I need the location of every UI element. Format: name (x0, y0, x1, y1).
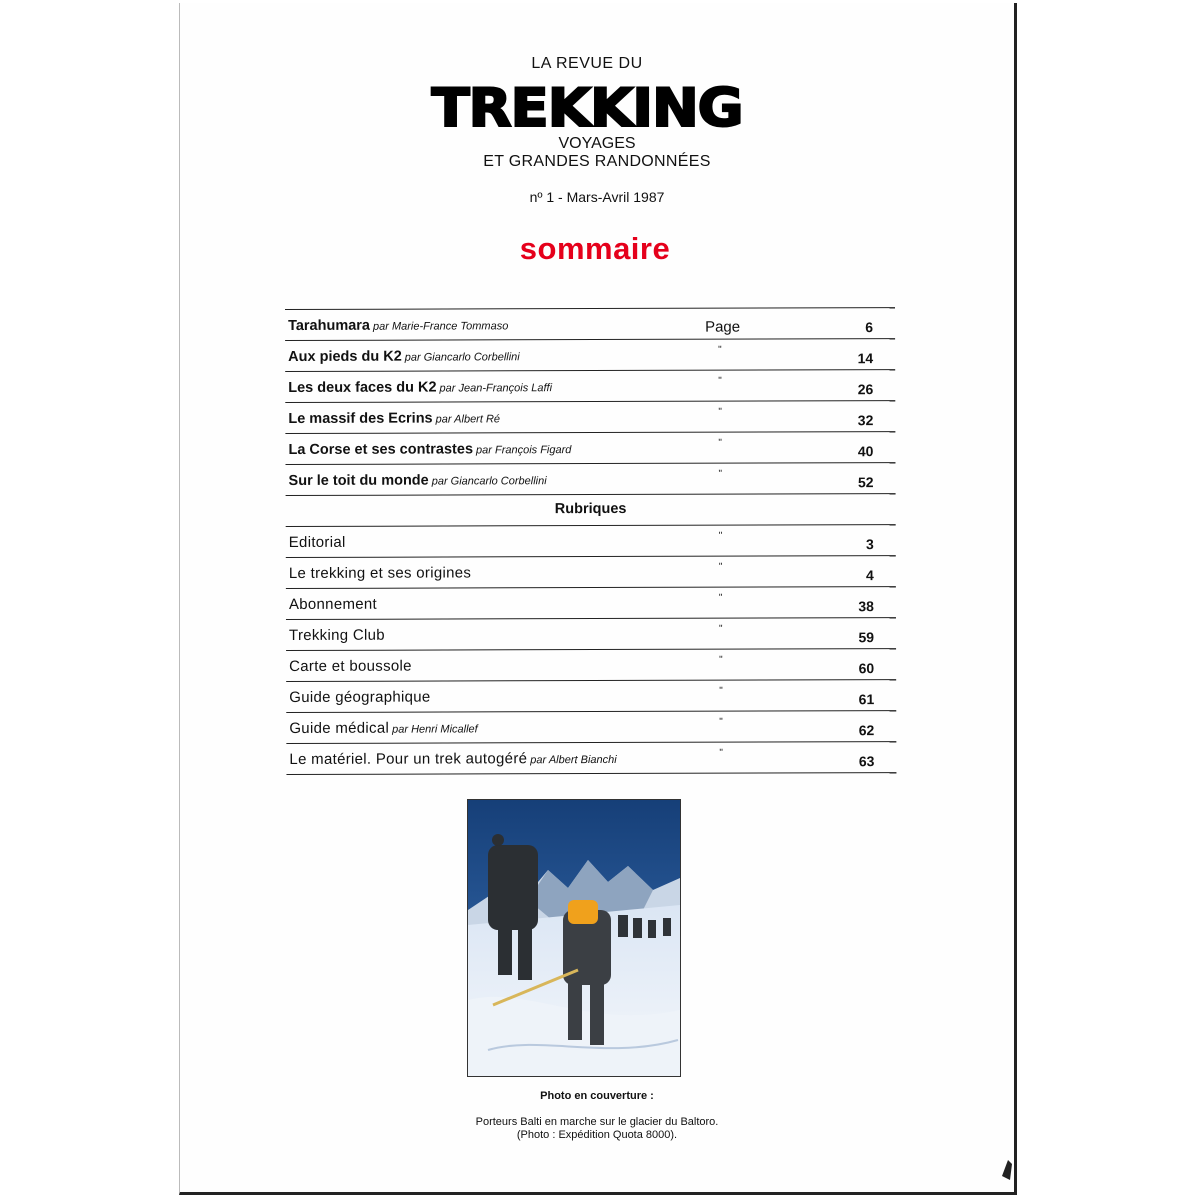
page-number: 40 (857, 443, 874, 460)
rubrique-title: Editorial (288, 533, 346, 551)
toc-row-article[interactable] (285, 462, 895, 495)
ditto-mark: " (718, 406, 722, 418)
ditto-mark: " (718, 561, 723, 573)
page-number: 59 (858, 629, 875, 646)
article-title: Sur le toit du monde (288, 472, 429, 489)
article-author: par François Figard (475, 444, 572, 457)
table-of-contents (285, 307, 896, 775)
rubriques-heading: Rubriques (554, 500, 627, 518)
ditto-mark: " (718, 437, 723, 449)
page-corner-mark (1002, 1160, 1012, 1180)
section-title: sommaire (519, 231, 671, 266)
cover-photo (467, 799, 681, 1077)
page-number: 62 (858, 722, 875, 739)
ditto-mark: " (718, 468, 723, 480)
issue-info: nº 1 - Mars-Avril 1987 (529, 189, 665, 205)
header-subtitle-2: ET GRANDES RANDONNÉES (483, 153, 711, 170)
caption-line-1: Porteurs Balti en marche sur le glacier du Baltoro. (475, 1116, 719, 1128)
mountain-porters-illustration (468, 800, 680, 1076)
caption-heading: Photo en couverture : (540, 1090, 654, 1102)
rubrique-title: Le matériel. Pour un trek autogéré (289, 750, 528, 768)
magazine-page (179, 3, 1017, 1195)
page-column-label: Page (705, 318, 741, 336)
magazine-logo: TREKKING (431, 77, 743, 139)
page-number: 63 (858, 753, 875, 770)
page-number: 32 (857, 412, 874, 429)
article-author: par Marie-France Tommaso (372, 320, 509, 333)
rubriques-heading-row (286, 493, 896, 526)
rubrique-title: Guide médical (289, 719, 390, 737)
ditto-mark: " (718, 592, 723, 604)
toc-row-article[interactable] (285, 431, 895, 464)
page-number: 14 (857, 350, 874, 367)
header-subtitle-1: VOYAGES (558, 135, 636, 152)
ditto-mark: " (719, 654, 723, 666)
page-number: 52 (857, 474, 874, 491)
toc-row-article[interactable] (285, 400, 895, 433)
article-title: Tarahumara (288, 317, 371, 334)
ditto-mark: " (718, 530, 723, 542)
toc-row-rubrique[interactable] (286, 524, 896, 557)
ditto-mark: " (718, 375, 722, 387)
article-title: La Corse et ses contrastes (288, 441, 474, 458)
toc-row-rubrique[interactable] (286, 710, 896, 743)
page-number: 26 (857, 381, 874, 398)
ditto-mark: " (719, 747, 723, 759)
article-title: Les deux faces du K2 (288, 379, 437, 396)
page-number: 60 (858, 660, 875, 677)
toc-row-rubrique[interactable] (286, 648, 896, 681)
ditto-mark: " (719, 716, 723, 728)
page-number: 4 (866, 567, 874, 584)
article-author: par Jean-François Laffi (439, 382, 553, 395)
article-title: Aux pieds du K2 (288, 348, 402, 365)
rubrique-title: Abonnement (288, 595, 378, 613)
toc-row-article[interactable] (285, 369, 895, 402)
rubrique-author: par Albert Bianchi (530, 753, 617, 767)
toc-row-rubrique[interactable] (286, 555, 896, 588)
page-number: 3 (865, 536, 874, 553)
article-author: par Albert Ré (435, 413, 501, 426)
article-author: par Giancarlo Corbellini (431, 475, 547, 488)
article-author: par Giancarlo Corbellini (404, 351, 520, 364)
toc-row-article[interactable] (285, 307, 895, 340)
rubrique-title: Le trekking et ses origines (288, 564, 472, 582)
article-title: Le massif des Ecrins (288, 410, 433, 427)
header-kicker: LA REVUE DU (531, 55, 643, 72)
toc-row-rubrique[interactable] (286, 617, 896, 650)
ditto-mark: " (719, 685, 723, 697)
rubrique-author: par Henri Micallef (392, 723, 478, 736)
page-number: 38 (858, 598, 874, 615)
page-number: 61 (858, 691, 875, 708)
ditto-mark: " (718, 623, 723, 635)
rubrique-title: Trekking Club (288, 626, 385, 644)
rubrique-title: Guide géographique (289, 688, 431, 706)
toc-row-rubrique[interactable] (286, 679, 896, 712)
ditto-mark: " (718, 344, 722, 356)
rubrique-title: Carte et boussole (289, 657, 412, 675)
caption-line-2: (Photo : Expédition Quota 8000). (516, 1129, 678, 1141)
toc-row-rubrique[interactable] (286, 586, 896, 619)
caption-text (180, 1116, 1014, 1142)
page-number: 6 (865, 319, 874, 336)
toc-row-article[interactable] (285, 338, 895, 371)
toc-row-rubrique[interactable] (286, 741, 896, 775)
